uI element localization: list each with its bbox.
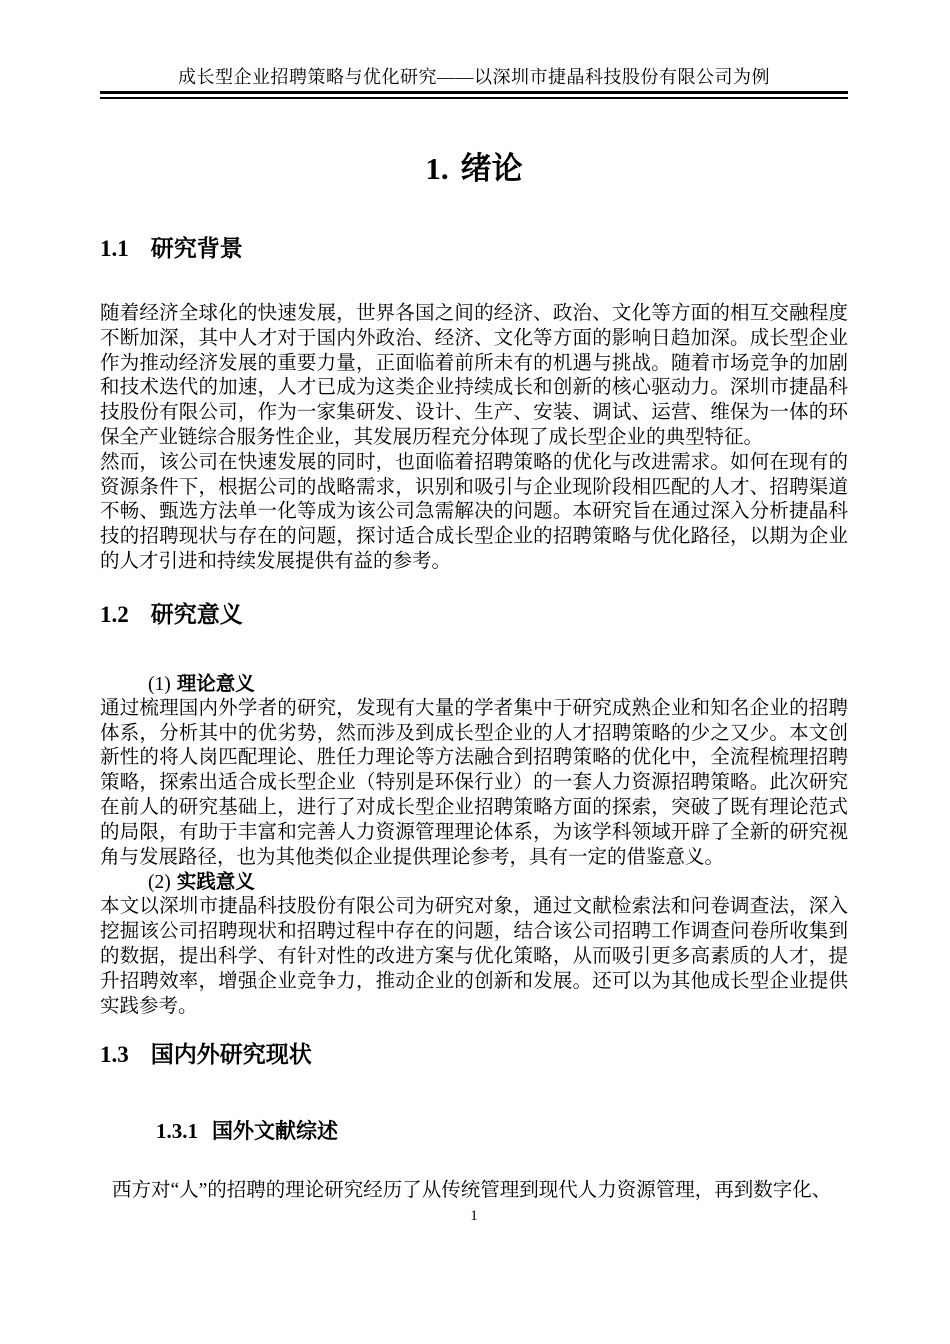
chapter-number: 1. <box>425 151 449 186</box>
chapter-title-text: 绪论 <box>460 151 523 186</box>
running-header: 成长型企业招聘策略与优化研究——以深圳市捷晶科技股份有限公司为例 <box>178 67 770 87</box>
subheading-theoretical-label: (1) <box>148 673 171 695</box>
subheading-practical-significance <box>100 870 848 895</box>
section-heading-1-1 <box>100 233 848 264</box>
subheading-practical-title: 实践意义 <box>176 872 255 894</box>
subheading-practical-label: (2) <box>148 872 171 894</box>
subheading-theoretical-significance <box>100 672 848 697</box>
paragraph-practical-significance: 本文以深圳市捷晶科技股份有限公司为研究对象，通过文献检索法和问卷调查法，深入挖掘该公司招聘现状和招聘过程中存在的问题，结合该公司招聘工作调查问卷所收集到的数据，提出科学、有针对性的改进方案与优化策略，从而吸引更多高素质的人才，提升招聘效率，增强企业竞争力，推动企业的创新和发展。还可以为其他成长型企业提供实践参考。 <box>100 896 848 1017</box>
paragraph-foreign-literature-review: 西方对“人”的招聘的理论研究经历了从传统管理到现代人力资源管理，再到数字化、 <box>112 1180 832 1202</box>
section-heading-1-2 <box>100 599 848 630</box>
subsection-1-3-1-number: 1.3.1 <box>156 1119 198 1144</box>
subsection-heading-1-3-1 <box>100 1118 848 1145</box>
section-1-2-number: 1.2 <box>100 601 129 627</box>
paragraph-theoretical-significance: 通过梳理国内外学者的研究，发现有大量的学者集中于研究成熟企业和知名企业的招聘体系，分析其中的优劣势，然而涉及到成长型企业的人才招聘策略的少之又少。本文创新性的将人岗匹配理论、胜任力理论等方法融合到招聘策略的优化中，全流程梳理招聘策略，探索出适合成长型企业（特别是环保行业）的一套人力资源招聘策略。此次研究在前人的研究基础上，进行了对成长型企业招聘策略方面的探索，突破了既有理论范式的局限，有助于丰富和完善人力资源管理理论体系，为该学科领域开辟了全新的研究视角与发展路径，也为其他类似企业提供理论参考，具有一定的借鉴意义。 <box>100 697 848 868</box>
subheading-theoretical-title: 理论意义 <box>176 673 255 695</box>
section-1-3-title: 国内外研究现状 <box>150 1041 312 1068</box>
section-1-1-title: 研究背景 <box>150 235 243 261</box>
section-1-1-number: 1.1 <box>100 236 129 261</box>
section-heading-1-3 <box>100 1039 848 1070</box>
header-divider-rule <box>100 91 848 99</box>
chapter-title <box>100 149 848 189</box>
paragraph-research-background-1: 随着经济全球化的快速发展，世界各国之间的经济、政治、文化等方面的相互交融程度不断加深，其中人才对于国内外政治、经济、文化等方面的影响日趋加深。成长型企业作为推动经济发展的重要力量，正面临着前所未有的机遇与挑战。随着市场竞争的加剧和技术迭代的加速，人才已成为这类企业持续成长和创新的核心驱动力。深圳市捷晶科技股份有限公司，作为一家集研发、设计、生产、安装、调试、运营、维保为一体的环保全产业链综合服务性企业，其发展历程充分体现了成长型企业的典型特征。 <box>100 303 848 448</box>
section-1-3-number: 1.3 <box>100 1042 129 1068</box>
page-number: 1 <box>470 1208 478 1225</box>
paragraph-research-background-2: 然而，该公司在快速发展的同时，也面临着招聘策略的优化与改进需求。如何在现有的资源条件下，根据公司的战略需求，识别和吸引与企业现阶段相匹配的人才、招聘渠道不畅、甄选方法单一化等成为该公司急需解决的问题。本研究旨在通过深入分析捷晶科技的招聘现状与存在的问题，探讨适合成长型企业的招聘策略与优化路径，以期为企业的人才引进和持续发展提供有益的参考。 <box>100 451 848 572</box>
subsection-1-3-1-title: 国外文献综述 <box>212 1120 338 1144</box>
section-1-2-title: 研究意义 <box>150 600 243 627</box>
